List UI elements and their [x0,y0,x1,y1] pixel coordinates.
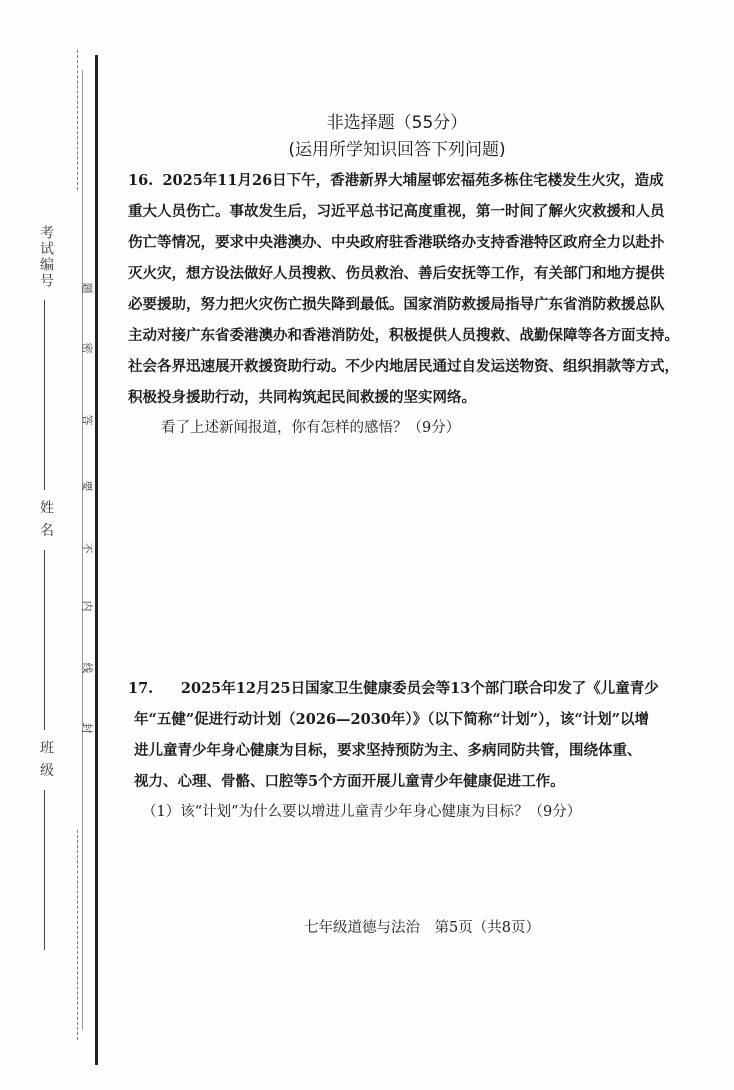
question-text-line: 伤亡等情况，要求中央港澳办、中央政府驻香港联络办支持香港特区政府全力以赴扑 [128,234,665,251]
sub-question-1: （1）该“计划”为什么要以增进儿童青少年身心健康为目标？（9分） [142,804,582,820]
question-text-line: 视力、心理、骨骼、口腔等5个方面开展儿童青少年健康促进工作。 [134,773,565,790]
question-text-line: 进儿童青少年身心健康为目标，要求坚持预防为主、多病同防共管，围绕体重、 [134,742,642,759]
section-subtitle: (运用所学知识回答下列问题) [288,140,506,160]
seal-char: 内 [80,600,94,612]
question-text-line: 2025年12月25日国家卫生健康委员会等13个部门联合印发了《儿童青少 [180,680,659,697]
binding-line [95,55,98,1065]
class-label: 班 级 [38,740,54,779]
question-text-line: 重大人员伤亡。事故发生后，习近平总书记高度重视，第一时间了解火灾救援和人员 [128,203,665,220]
page-footer: 七年级道德与法治 第5页（共8页） [304,920,540,936]
seal-char: 答 [80,414,94,426]
question-text-line: 必要援助，努力把火灾伤亡损失降到最低。国家消防救援局指导广东省消防救援总队 [128,296,665,313]
question-prompt: 看了上述新闻报道，你有怎样的感悟？（9分） [161,420,461,436]
section-title: 非选择题（55分） [326,113,468,133]
margin-dashed-line [77,830,78,1040]
exam-number-label: 考试编号 [38,225,54,289]
exam-number-underline [44,300,45,490]
question-text-line: 积极投身援助行动，共同构筑起民间救援的坚实网络。 [128,389,476,406]
seal-char: 题 [80,282,94,294]
question-16 [128,165,734,444]
seal-char: 封 [80,722,94,734]
class-underline [44,790,45,950]
name-label: 姓 名 [38,500,54,539]
seal-char: 不 [80,542,94,554]
seal-char: 密 [80,342,94,354]
name-underline [44,550,45,730]
question-text-line: 2025年11月26日下午，香港新界大埔屋邨宏福苑多栋住宅楼发生火灾，造成 [162,172,664,189]
question-text-line: 年“五健”促进行动计划（2026—2030年）》（以下简称“计划”），该“计划”以增 [134,711,650,728]
question-text-line: 社会各界迅速展开救援资助行动。不少内地居民通过自发运送物资、组织捐款等方式， [128,358,679,375]
question-17 [128,673,734,828]
seal-char: 要 [80,480,94,492]
question-text-line: 主动对接广东省委港澳办和香港消防处，积极提供人员搜救、战勤保障等各方面支持。 [128,327,679,344]
seal-char: 线 [80,662,94,674]
question-number: 16. [128,172,154,189]
question-text-line: 灭火灾，想方设法做好人员搜救、伤员救治、善后安抚等工作，有关部门和地方提供 [128,265,665,282]
question-number: 17. [128,680,154,697]
